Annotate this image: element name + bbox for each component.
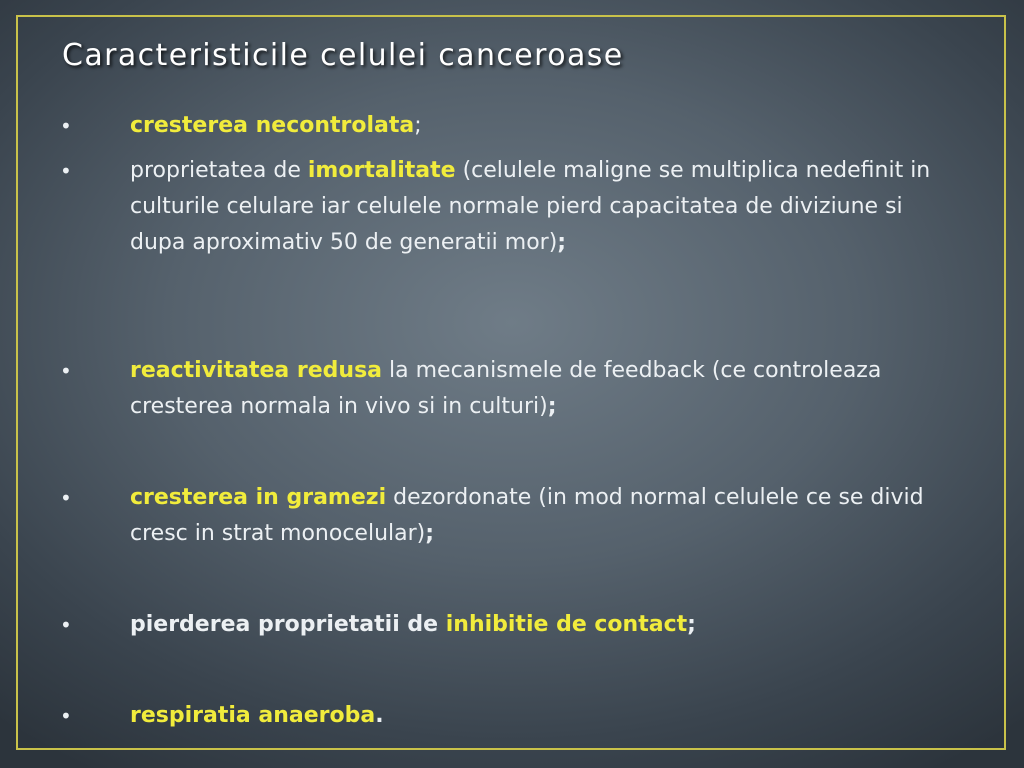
punctuation: . [375, 703, 384, 728]
plain-text: (celulele maligne se multiplica nedefinit in culturile celulare iar celulele normale pierd capacitatea de diviziune si dupa aproximativ 50 de generatii mor) [130, 158, 931, 255]
plain-text: proprietatea de [130, 158, 308, 183]
highlight-term: imortalitate [307, 158, 456, 183]
bullet-dot-icon: • [60, 486, 72, 510]
bullet-text [130, 607, 950, 643]
punctuation: ; [557, 230, 567, 255]
bullet-dot-icon: • [60, 159, 72, 183]
bullet-dot-icon: • [60, 114, 72, 138]
punctuation: ; [547, 394, 557, 419]
highlight-term: respiratia anaeroba [130, 703, 376, 728]
bullet-text [130, 353, 950, 425]
slide-title: Caracteristicile celulei canceroase [62, 38, 624, 73]
plain-text: dezordonate (in mod normal celulele ce se divid cresc in strat monocelular) [130, 485, 924, 546]
plain-text: la mecanismele de feedback (ce controleaza cresterea normala in vivo si in culturi) [130, 358, 882, 419]
highlight-term: cresterea necontrolata [130, 113, 415, 138]
punctuation: ; [687, 612, 696, 637]
punctuation: ; [425, 521, 435, 546]
bullet-dot-icon: • [60, 613, 72, 637]
punctuation: ; [414, 113, 422, 138]
bullet-text [130, 153, 950, 261]
highlight-term: cresterea in gramezi [130, 485, 387, 510]
bold-text: pierderea proprietatii de [130, 612, 446, 637]
highlight-term: reactivitatea redusa [130, 358, 383, 383]
bullet-text [130, 698, 950, 734]
bullet-text [130, 108, 950, 144]
bullet-dot-icon: • [60, 359, 72, 383]
highlight-term: inhibitie de contact [445, 612, 688, 637]
bullet-text [130, 480, 950, 552]
bullet-dot-icon: • [60, 704, 72, 728]
